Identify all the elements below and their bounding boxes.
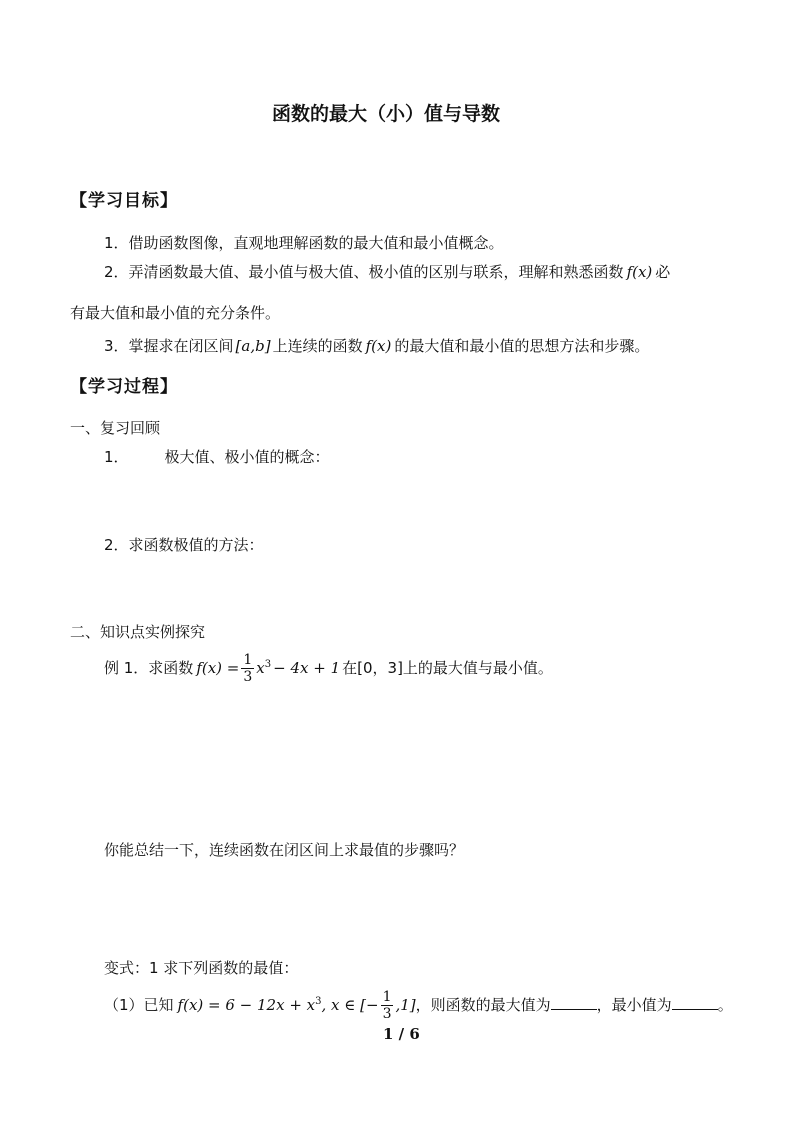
goal-item-3: [104, 336, 649, 356]
answer-blank-min[interactable]: [672, 995, 718, 1010]
page-number: 1 / 6: [383, 1025, 420, 1043]
process-heading: 【学习过程】: [70, 377, 178, 397]
variant-1-prefix: （1）已知: [104, 996, 174, 1014]
example-1-x: x: [256, 659, 265, 677]
page-title: 函数的最大（小）值与导数: [272, 103, 501, 125]
example-1-lhs: f(x) =: [196, 659, 240, 677]
fraction-denominator: 3: [382, 1006, 392, 1022]
variant-1: [104, 985, 733, 1022]
variant-1-expression: f(x) = 6 − 12x + x: [177, 996, 316, 1014]
review-question-2: 2．求函数极值的方法：: [104, 536, 264, 554]
function-fx: f(x): [365, 337, 392, 355]
goal-item-2-tail: 必: [655, 263, 671, 281]
goal-item-3-text-3: 的最大值和最小值的思想方法和步骤。: [394, 337, 650, 355]
review-question-1-text: 极大值、极小值的概念：: [164, 448, 330, 466]
example-1-rest: − 4x + 1: [273, 659, 341, 677]
variant-1-exponent: 3: [315, 996, 322, 1007]
fraction-numerator: 1: [243, 652, 253, 668]
variant-1-max-label: ，则函数的最大值为: [415, 996, 551, 1014]
goal-item-2: [104, 262, 670, 282]
function-fx: f(x): [626, 263, 653, 281]
goals-heading: 【学习目标】: [70, 191, 178, 211]
goal-item-3-text: 3．掌握求在闭区间: [104, 337, 234, 355]
example-1-exponent: 3: [264, 659, 272, 670]
goal-item-3-text-2: 上连续的函数: [272, 337, 363, 355]
variant-heading: 变式：1 求下列函数的最值：: [104, 959, 299, 977]
part-2-heading: 二、知识点实例探究: [70, 623, 206, 641]
fraction-one-third: [381, 989, 394, 1022]
goal-item-1: 1．借助函数图像，直观地理解函数的最大值和最小值概念。: [104, 234, 504, 252]
fraction-numerator: 1: [382, 989, 392, 1005]
example-1-prefix: 例 1．求函数: [104, 659, 194, 677]
variant-1-min-label: ，最小值为: [596, 996, 672, 1014]
goal-item-2-text: 2．弄清函数最大值、最小值与极大值、极小值的区别与联系，理解和熟悉函数: [104, 263, 624, 281]
variant-1-interval-end: ,1]: [395, 996, 416, 1014]
variant-1-condition: , x ∈ [−: [321, 996, 379, 1014]
summary-question: 你能总结一下，连续函数在闭区间上求最值的步骤吗？: [104, 841, 465, 859]
example-1: [104, 648, 553, 685]
review-question-1-number: 1．: [104, 448, 129, 466]
answer-blank-max[interactable]: [551, 995, 597, 1010]
variant-1-end: 。: [717, 996, 733, 1014]
part-1-heading: 一、复习回顾: [70, 419, 161, 437]
fraction-denominator: 3: [243, 669, 253, 685]
goal-item-2-continued: 有最大值和最小值的充分条件。: [70, 304, 281, 322]
review-question-1: [104, 447, 330, 467]
fraction-one-third: [241, 652, 254, 685]
interval-ab: [a,b]: [235, 337, 271, 355]
example-1-suffix: 在[0，3]上的最大值与最小值。: [342, 659, 553, 677]
